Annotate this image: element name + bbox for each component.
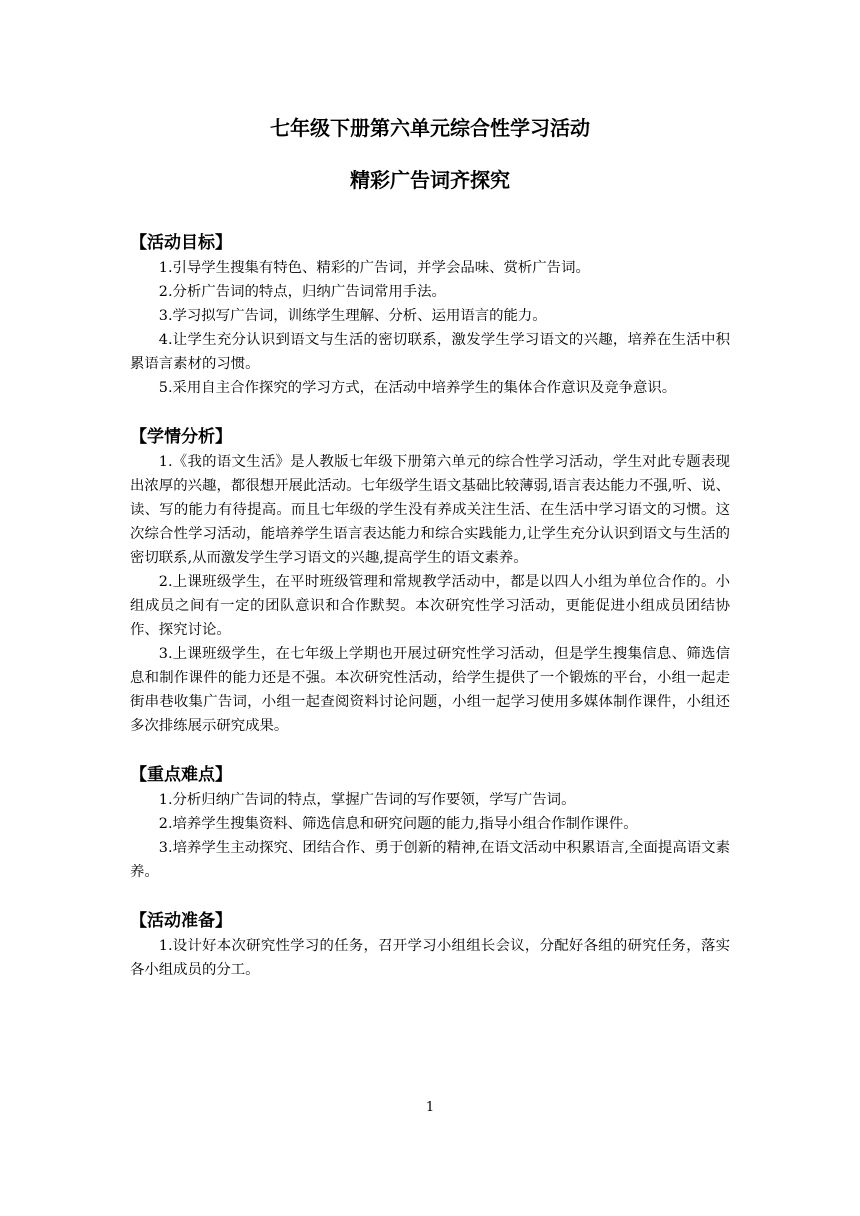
paragraph: 4.让学生充分认识到语文与生活的密切联系，激发学生学习语文的兴趣，培养在生活中积累语言素材的习惯。 [130, 332, 730, 372]
section-heading: 【重点难点】 [130, 765, 232, 785]
section-heading: 【活动目标】 [130, 233, 232, 253]
document-title: 七年级下册第六单元综合性学习活动 [270, 116, 590, 140]
paragraph: 5.采用自主合作探究的学习方式，在活动中培养学生的集体合作意识及竞争意识。 [158, 380, 677, 396]
section-heading: 【学情分析】 [130, 427, 232, 447]
paragraph: 1.分析归纳广告词的特点，掌握广告词的写作要领，学写广告词。 [158, 792, 576, 808]
section-activity-preparation [130, 908, 730, 982]
section-learner-analysis [130, 424, 730, 738]
section-heading: 【活动准备】 [130, 911, 232, 931]
paragraph: 1.引导学生搜集有特色、精彩的广告词，并学会品味、赏析广告词。 [158, 260, 590, 276]
paragraph: 3.培养学生主动探究、团结合作、勇于创新的精神,在语文活动中积累语言,全面提高语文素养。 [130, 840, 730, 880]
section-key-difficulties [130, 762, 730, 884]
paragraph: 2.上课班级学生，在平时班级管理和常规教学活动中，都是以四人小组为单位合作的。小组成员之间有一定的团队意识和合作默契。本次研究性学习活动，更能促进小组成员团结协作、探究讨论。 [130, 574, 730, 638]
paragraph: 2.分析广告词的特点，归纳广告词常用手法。 [158, 284, 446, 300]
paragraph: 2.培养学生搜集资料、筛选信息和研究问题的能力,指导小组合作制作课件。 [158, 816, 638, 832]
document-subtitle: 精彩广告词齐探究 [350, 168, 510, 192]
paragraph: 3.学习拟写广告词，训练学生理解、分析、运用语言的能力。 [158, 308, 547, 324]
paragraph: 1.设计好本次研究性学习的任务，召开学习小组组长会议，分配好各组的研究任务，落实各小组成员的分工。 [130, 938, 730, 978]
page-number: 1 [425, 1100, 435, 1115]
document-page [130, 108, 730, 982]
section-activity-goals [130, 230, 730, 400]
paragraph: 1.《我的语文生活》是人教版七年级下册第六单元的综合性学习活动，学生对此专题表现出浓厚的兴趣，都很想开展此活动。七年级学生语文基础比较薄弱,语言表达能力不强,听、说、读、写的能力有待提高。而且七年级的学生没有养成关注生活、在生活中学习语文的习惯。这次综合性学习活动，能培养学生语言表达能力和综合实践能力,让学生充分认识到语文与生活的密切联系,从而激发学生学习语文的兴趣,提高学生的语文素养。 [130, 454, 730, 566]
paragraph: 3.上课班级学生，在七年级上学期也开展过研究性学习活动，但是学生搜集信息、筛选信息和制作课件的能力还是不强。本次研究性活动，给学生提供了一个锻炼的平台，小组一起走街串巷收集广告词，小组一起查阅资料讨论问题，小组一起学习使用多媒体制作课件，小组还多次排练展示研究成果。 [130, 646, 730, 734]
